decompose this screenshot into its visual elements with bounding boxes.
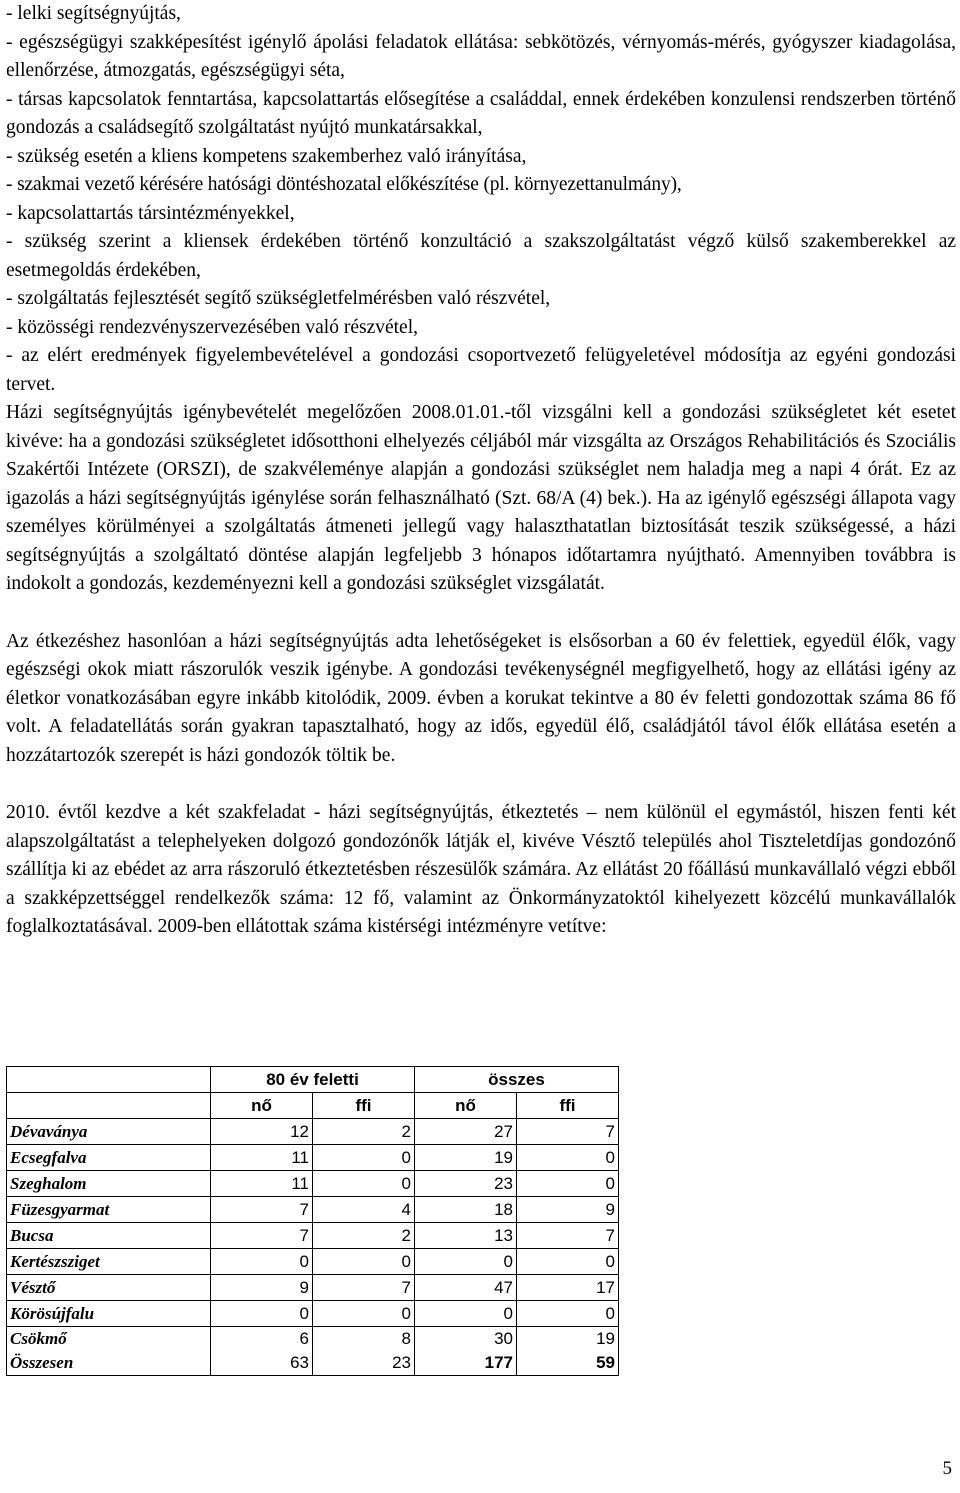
value: 30	[494, 1329, 513, 1348]
table-row	[7, 1145, 619, 1171]
table-row	[7, 1275, 619, 1301]
header-total: összes	[415, 1067, 619, 1093]
value-cell: 23	[415, 1171, 517, 1197]
settlement-name: Dévaványa	[7, 1119, 211, 1145]
value-cell: 0	[517, 1249, 619, 1275]
value-cell: 0	[517, 1145, 619, 1171]
table-row	[7, 1249, 619, 1275]
list-item: - szükség szerint a kliensek érdekében történő konzultáció a szakszolgáltatást végző külső szakemberekkel az esetmegoldás érdekében,	[6, 231, 956, 281]
value-cell: 11	[211, 1145, 313, 1171]
table-corner-cell	[7, 1093, 211, 1119]
list-item: - az elért eredmények figyelembevételével a gondozási csoportvezető felügyeletével módosítja az egyéni gondozási tervet.	[6, 345, 956, 395]
list-item: - lelki segítségnyújtás,	[6, 3, 181, 24]
table-header-row	[7, 1067, 619, 1093]
subheader-cell: nő	[415, 1093, 517, 1119]
settlement-name: Bucsa	[7, 1223, 211, 1249]
value-cell	[211, 1327, 313, 1376]
value-cell: 7	[313, 1275, 415, 1301]
clients-table	[6, 1066, 619, 1376]
value-cell: 7	[211, 1223, 313, 1249]
total-label: Összesen	[10, 1353, 74, 1372]
table-body	[7, 1119, 619, 1327]
value-cell: 0	[313, 1171, 415, 1197]
paragraph-gap	[6, 599, 956, 628]
value-cell: 0	[313, 1249, 415, 1275]
value-cell	[517, 1327, 619, 1376]
value-cell: 13	[415, 1223, 517, 1249]
value-cell: 0	[313, 1301, 415, 1327]
table-row	[7, 1171, 619, 1197]
value: 19	[596, 1329, 615, 1348]
value-cell: 18	[415, 1197, 517, 1223]
value-cell: 0	[415, 1301, 517, 1327]
table-row	[7, 1197, 619, 1223]
value-cell: 7	[211, 1197, 313, 1223]
paragraph-gap	[6, 770, 956, 799]
subheader-cell: ffi	[313, 1093, 415, 1119]
settlement-name: Vésztő	[7, 1275, 211, 1301]
total-value: 177	[484, 1353, 513, 1372]
total-value: 63	[290, 1353, 309, 1372]
value-cell: 2	[313, 1119, 415, 1145]
list-item: - kapcsolattartás társintézményekkel,	[6, 202, 295, 224]
value: 6	[299, 1329, 309, 1348]
value-cell: 7	[517, 1223, 619, 1249]
bullet-list	[6, 0, 956, 399]
table-row	[7, 1223, 619, 1249]
subheader-cell: nő	[211, 1093, 313, 1119]
paragraph-etkezes: Az étkezéshez hasonlóan a házi segítségnyújtás adta lehetőségeket is elsősorban a 60 év felettiek, egyedül élők, vagy egészségi okok miatt rászorulók veszik igénybe. A gondozási tevékenységnél megfigyelhető, hogy az ellátási igény az életkor vonatkozásában egyre inkább kitolódik, 2009. évben a korukat tekintve a 80 év feletti gondozottak száma 86 fő volt. A feladatellátás során gyakran tapasztalható, hogy az idős, egyedül élő, családjától távol élők ellátása esetén a hozzátartozók szerepét is házi gondozók töltik be.	[6, 630, 956, 766]
header-80-plus: 80 év feletti	[211, 1067, 415, 1093]
value-cell: 9	[211, 1275, 313, 1301]
value-cell: 0	[517, 1171, 619, 1197]
settlement-name: Szeghalom	[7, 1171, 211, 1197]
value-cell: 17	[517, 1275, 619, 1301]
settlement-name: Ecsegfalva	[7, 1145, 211, 1171]
paragraph-2010: 2010. évtől kezdve a két szakfeladat - házi segítségnyújtás, étkeztetés – nem különül el egymástól, hiszen fenti két alapszolgáltatást a telephelyeken dolgozó gondozónők látják el, kivéve Vésztő település ahol Tiszteletdíjas gondozónő szállítja ki az ebédet az arra rászoruló étkeztetésben részesülők számára. Az ellátást 20 főállású munkavállaló végzi ebből a szakképzettséggel rendelkezők száma: 12 fő, valamint az Önkormányzatoktól kihelyezett közcélú munkavállalók foglalkoztatásával. 2009-ben ellátottak száma kistérségi intézményre vetítve:	[6, 802, 956, 937]
value-cell: 0	[415, 1249, 517, 1275]
value-cell: 47	[415, 1275, 517, 1301]
value-cell: 27	[415, 1119, 517, 1145]
table-row	[7, 1301, 619, 1327]
value-cell: 12	[211, 1119, 313, 1145]
total-value: 23	[392, 1353, 411, 1372]
value-cell: 19	[415, 1145, 517, 1171]
value-cell	[415, 1327, 517, 1376]
settlement-name: Füzesgyarmat	[7, 1197, 211, 1223]
settlement-name: Kertészsziget	[7, 1249, 211, 1275]
page-number: 5	[942, 1458, 952, 1479]
settlement-name-cell	[7, 1327, 211, 1376]
list-item: - társas kapcsolatok fenntartása, kapcsolattartás elősegítése a családdal, ennek érdekében konzulensi rendszerben történő gondozás a családsegítő szolgáltatást nyújtó munkatársakkal,	[6, 88, 956, 138]
list-item: - szükség esetén a kliens kompetens szakemberhez való irányítása,	[6, 145, 527, 167]
table-corner-cell	[7, 1067, 211, 1093]
settlement-name: Csökmő	[10, 1329, 67, 1348]
value-cell: 2	[313, 1223, 415, 1249]
value-cell: 0	[517, 1301, 619, 1327]
value-cell: 9	[517, 1197, 619, 1223]
value: 8	[401, 1329, 411, 1348]
list-item: - szolgáltatás fejlesztését segítő szükségletfelmérésben való részvétel,	[6, 288, 551, 309]
list-item: - szakmai vezető kérésére hatósági döntéshozatal előkészítése (pl. környezettanulmány),	[6, 174, 682, 195]
value-cell	[313, 1327, 415, 1376]
table-subheader-row	[7, 1093, 619, 1119]
total-value: 59	[596, 1353, 615, 1372]
value-cell: 11	[211, 1171, 313, 1197]
settlement-name: Körösújfalu	[7, 1301, 211, 1327]
value-cell: 0	[211, 1301, 313, 1327]
value-cell: 0	[313, 1145, 415, 1171]
value-cell: 7	[517, 1119, 619, 1145]
subheader-cell: ffi	[517, 1093, 619, 1119]
value-cell: 0	[211, 1249, 313, 1275]
list-item: - egészségügyi szakképesítést igénylő ápolási feladatok ellátása: sebkötözés, vérnyomás-mérés, gyógyszer kiadagolása, ellenőrzése, átmozgatás, egészségügyi séta,	[6, 31, 956, 81]
table-row-final	[7, 1327, 619, 1376]
table-row	[7, 1119, 619, 1145]
list-item: - közösségi rendezvényszervezésében való részvétel,	[6, 316, 419, 338]
value-cell: 4	[313, 1197, 415, 1223]
document-page	[6, 0, 956, 942]
paragraph-ghsz: Házi segítségnyújtás igénybevételét megelőzően 2008.01.01.-től vizsgálni kell a gondozási szükségletet két esetet kivéve: ha a gondozási szükségletet idősotthoni elhelyezés céljából már vizsgálta az Országos Rehabilitációs és Szociális Szakértői Intézete (ORSZI), de szakvéleménye alapján a gondozási szükséglet nem haladja meg a napi 4 órát. Ez az igazolás a házi segítségnyújtás igénylése során felhasználható (Szt. 68/A (4) bek.). Ha az igénylő egészségi állapota vagy személyes körülményei a szolgáltatás átmeneti jellegű vagy halaszthatatlan biztosítását teszik szükségessé, a házi segítségnyújtás a szolgáltató döntése alapján legfeljebb 3 hónapos időtartamra nyújtható. Amennyiben továbbra is indokolt a gondozás, kezdeményezni kell a gondozási szükséglet vizsgálatát.	[6, 402, 956, 594]
